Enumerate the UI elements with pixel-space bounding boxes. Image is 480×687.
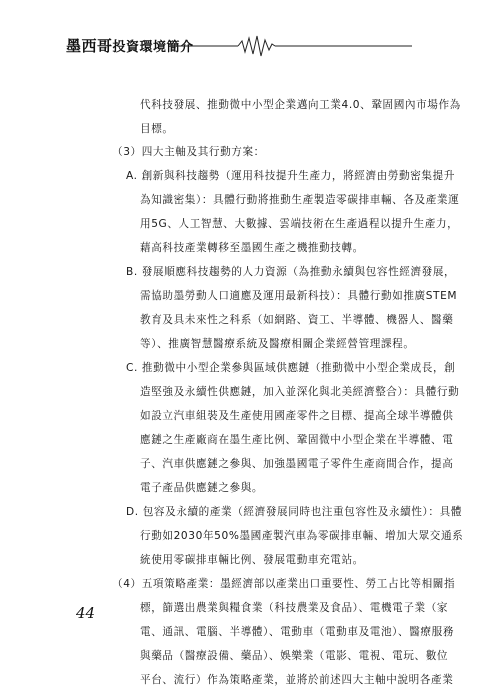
- header-waveform-line: [0, 0, 480, 70]
- text-line: 需協助墨勞動人口適應及運用最新科技）：具體行動如推廣STEM: [140, 290, 458, 302]
- section-heading-3: （3）四大主軸及其行動方案：: [112, 146, 265, 158]
- text-line: 電子產品供應鏈之參與。: [140, 482, 264, 494]
- text-line: 代科技發展、推動微中小型企業邁向工業4.0、鞏固國內市場作為: [140, 99, 461, 111]
- text-line: 行動如2030年50%墨國產製汽車為零碳排車輛、增加大眾交通系: [140, 530, 464, 542]
- text-line: 標，篩選出農業與糧食業（科技農業及食品）、電機電子業（家: [140, 602, 449, 614]
- text-line: 平台、流行）作為策略產業，並將於前述四大主軸中說明各產業: [140, 674, 454, 686]
- text-line: 統使用零碳排車輛比例、發展電動車充電站。: [140, 554, 364, 566]
- text-line: 子、汽車供應鏈之參與、加強墨國電子零件生產商間合作，提高: [140, 458, 454, 470]
- list-item-d: D. 包容及永續的產業（經濟發展同時也注重包容性及永續性）：具體: [126, 506, 463, 518]
- text-line: 教育及具未來性之科系（如網路、資工、半導體、機器人、醫藥: [140, 314, 454, 326]
- text-line: 應鏈之生產廠商在墨生產比例、鞏固微中小型企業在半導體、電: [140, 434, 454, 446]
- text-line: 藉高科技產業轉移至墨國生產之機推動技轉。: [140, 242, 364, 254]
- page-number: 44: [76, 604, 96, 622]
- text-line: 目標。: [140, 123, 174, 135]
- text-line: 用5G、人工智慧、大數據、雲端技術在生產過程以提升生產力，: [140, 218, 459, 230]
- page-header: [0, 0, 480, 70]
- text-line: 為知識密集）：具體行動將推動生產製造零碳排車輛、各及產業運: [140, 194, 460, 206]
- header-title-sub: 投資環境簡介: [112, 40, 194, 55]
- list-item-c: C. 推動微中小型企業參與區域供應鏈（推動微中小型企業成長，創: [126, 362, 456, 374]
- text-line: 等）、推廣智慧醫療系統及醫療相關企業經營管理課程。: [140, 338, 415, 350]
- text-line: 如設立汽車組裝及生產使用國產零件之目標、提高全球半導體供: [140, 410, 454, 422]
- text-line: 與藥品（醫療設備、藥品）、娛樂業（電影、電視、電玩、數位: [140, 650, 449, 662]
- text-line: 造堅強及永續性供應鏈，加入並深化與北美經濟整合）：具體行動: [140, 386, 460, 398]
- text-line: 電、通訊、電腦、半導體）、電動車（電動車及電池）、醫療服務: [140, 626, 455, 638]
- list-item-a: A. 創新與科技趨勢（運用科技提升生產力，將經濟由勞動密集提升: [126, 170, 456, 182]
- section-heading-4: （4）五項策略產業：墨經濟部以產業出口重要性、勞工占比等相關指: [112, 578, 456, 590]
- list-item-b: B. 發展順應科技趨勢的人力資源（為推動永續與包容性經濟發展，: [126, 266, 456, 278]
- header-title-main: 墨西哥: [66, 37, 113, 55]
